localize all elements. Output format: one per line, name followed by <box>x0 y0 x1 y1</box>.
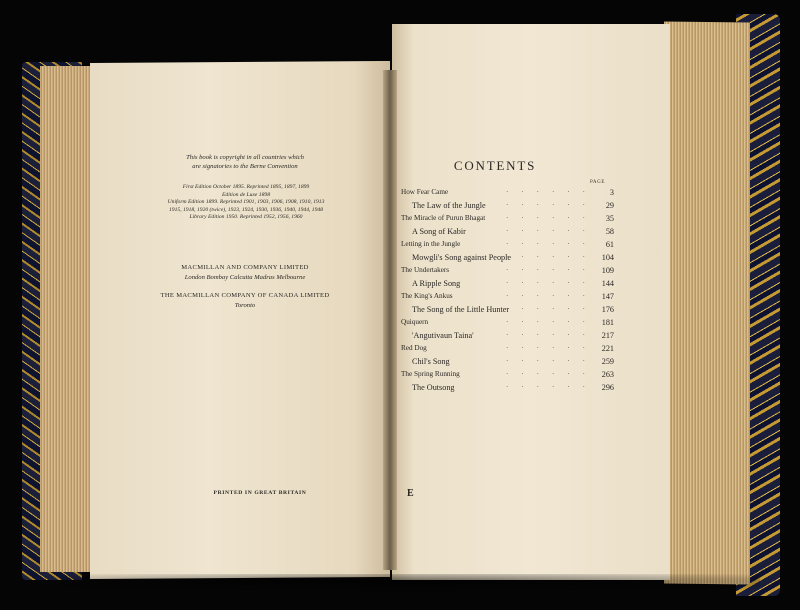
contents-entry-title: Mowgli's Song against People <box>412 253 512 262</box>
contents-entry-title: Quiquern <box>401 318 429 326</box>
signature-mark: E <box>407 488 414 499</box>
contents-entry <box>398 370 614 383</box>
contents-entry-title: A Song of Kabir <box>412 227 466 236</box>
contents-entry-page: 29 <box>605 201 614 210</box>
contents-entry <box>398 266 614 279</box>
page-column-heading: PAGE <box>590 180 605 185</box>
publisher-name: MACMILLAN AND COMPANY LIMITED <box>181 264 309 271</box>
edition-history <box>140 184 352 222</box>
contents-entry-page: 109 <box>601 266 614 275</box>
edition-line: Library Edition 1950. Reprinted 1952, 1956, 1960 <box>189 214 303 221</box>
right-page-edges <box>664 22 750 585</box>
contents-entry <box>398 227 614 240</box>
contents-entry <box>398 201 614 214</box>
contents-leader-dots: ······ <box>506 240 598 248</box>
contents-entry <box>398 253 614 266</box>
contents-entry-title: 'Angutivaun Taina' <box>412 331 474 340</box>
contents-entry <box>398 188 614 201</box>
contents-entry <box>398 357 614 370</box>
contents-entry <box>398 344 614 357</box>
copyright-line: This book is copyright in all countries which <box>186 154 304 161</box>
contents-entry-title: The Law of the Jungle <box>412 201 486 210</box>
contents-leader-dots: ······ <box>506 253 598 261</box>
edition-line: Edition de Luxe 1898 <box>221 191 270 198</box>
contents-entry-page: 181 <box>601 318 614 327</box>
left-page <box>90 61 390 579</box>
contents-leader-dots: ······ <box>506 344 598 352</box>
contents-leader-dots: ······ <box>506 305 598 313</box>
contents-entry <box>398 318 614 331</box>
contents-entry-page: 259 <box>601 357 614 366</box>
contents-entry-page: 3 <box>609 188 614 197</box>
contents-entry-title: The Outsong <box>412 383 455 392</box>
contents-entry-title: The Miracle of Purun Bhagat <box>401 214 486 222</box>
contents-entry-page: 147 <box>601 292 614 301</box>
contents-entry-title: Letting in the Jungle <box>401 240 461 248</box>
contents-leader-dots: ······ <box>506 227 598 235</box>
contents-leader-dots: ······ <box>506 188 598 196</box>
publisher-cities: London Bombay Calcutta Madras Melbourne <box>184 274 306 281</box>
printed-notice: PRINTED IN GREAT BRITAIN <box>213 490 307 496</box>
copyright-line: are signatories to the Berne Convention <box>192 163 298 171</box>
contents-entry-page: 263 <box>601 370 614 379</box>
contents-entry-title: The Undertakers <box>401 266 450 274</box>
edition-line: First Edition October 1895. Reprinted 1895, 1897, 1899 <box>182 184 310 190</box>
contents-entry <box>398 214 614 227</box>
contents-entry-title: Red Dog <box>401 344 427 352</box>
contents-entry-page: 296 <box>601 383 614 392</box>
contents-entry-title: How Fear Came <box>401 188 449 196</box>
publisher-block <box>140 263 350 311</box>
publisher-name-canada: THE MACMILLAN COMPANY OF CANADA LIMITED <box>160 292 330 299</box>
contents-entry-title: The Spring Running <box>401 370 460 378</box>
contents-entry-title: A Ripple Song <box>412 279 461 288</box>
contents-entry-page: 217 <box>601 331 614 340</box>
contents-entry-page: 35 <box>605 214 614 223</box>
contents-leader-dots: ······ <box>506 357 598 365</box>
contents-entry <box>398 331 614 344</box>
contents-entry-page: 176 <box>601 305 614 314</box>
contents-title: CONTENTS <box>453 158 537 173</box>
contents-leader-dots: ······ <box>506 279 598 287</box>
contents-entry-page: 144 <box>601 279 614 288</box>
contents-leader-dots: ······ <box>506 318 598 326</box>
contents-entry-page: 58 <box>605 227 614 236</box>
contents-entry-page: 104 <box>601 253 614 262</box>
contents-leader-dots: ······ <box>506 331 598 339</box>
contents-list <box>398 188 614 396</box>
contents-leader-dots: ······ <box>506 201 598 209</box>
contents-leader-dots: ······ <box>506 370 598 378</box>
contents-entry-title: The Song of the Little Hunter <box>412 305 510 314</box>
contents-leader-dots: ······ <box>506 214 598 222</box>
left-page-edges <box>40 66 92 572</box>
book-gutter <box>383 70 397 570</box>
book-shadow <box>60 574 760 590</box>
contents-entry-page: 61 <box>605 240 614 249</box>
contents-entry-title: Chil's Song <box>412 357 450 366</box>
contents-entry <box>398 240 614 253</box>
contents-leader-dots: ······ <box>506 383 598 391</box>
contents-leader-dots: ······ <box>506 266 598 274</box>
contents-entry <box>398 292 614 305</box>
contents-entry-title: The King's Ankus <box>401 292 453 300</box>
contents-entry <box>398 305 614 318</box>
contents-leader-dots: ······ <box>506 292 598 300</box>
contents-entry-page: 221 <box>601 344 614 353</box>
edition-line: Uniform Edition 1899. Reprinted 1901, 1903, 1906, 1908, 1910, 1913 <box>167 199 325 206</box>
copyright-notice <box>150 153 340 172</box>
publisher-city-canada: Toronto <box>234 302 256 309</box>
contents-entry <box>398 279 614 292</box>
contents-entry <box>398 383 614 396</box>
edition-line: 1915, 1918, 1920 (twice), 1923, 1924, 1930, 1936, 1940, 1944, 1948 <box>169 206 323 213</box>
